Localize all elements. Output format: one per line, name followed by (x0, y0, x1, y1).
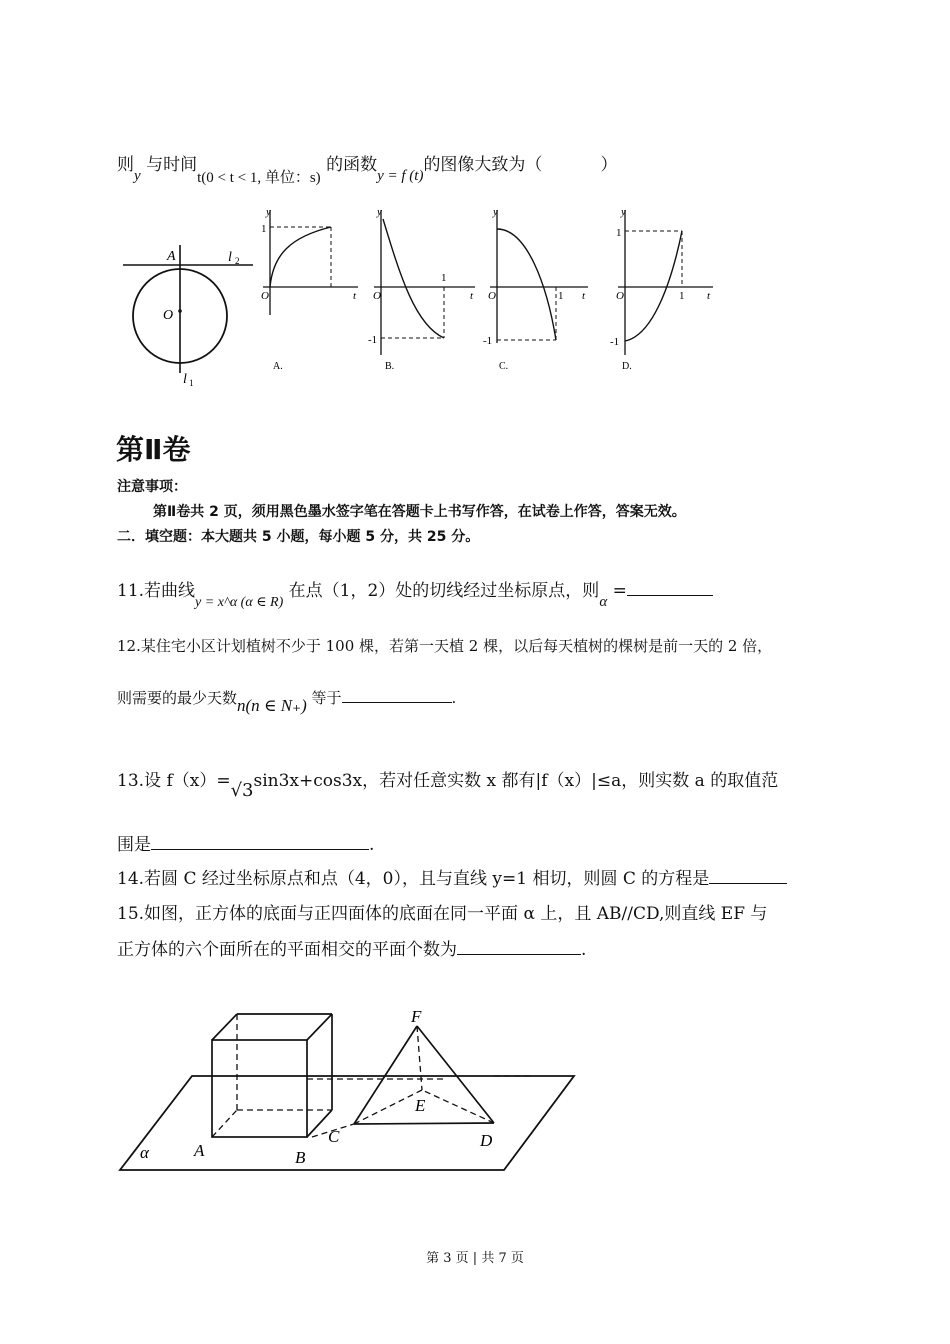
q10-domain: t(0 < t < 1, 单位：s) (197, 170, 321, 186)
graph-A-y-label: y (266, 206, 271, 218)
graph-A (261, 206, 358, 372)
graph-C-t-label: t (582, 290, 586, 302)
q10-tail-line (117, 150, 618, 186)
point-C-label: C (328, 1127, 340, 1146)
graph-D (610, 206, 713, 372)
point-B-label: B (295, 1148, 306, 1167)
q11-text1: 11.若曲线 (117, 581, 196, 601)
q14-text: 14.若圆 C 经过坐标原点和点（4，0），且与直线 y=1 相切，则圆 C 的方程是 (117, 869, 710, 889)
part-heading: 二．填空题：本大题共 5 小题，每小题 5 分，共 25 分。 (117, 529, 480, 545)
point-D-label: D (480, 1131, 493, 1150)
notice-title: 注意事项： (117, 479, 187, 495)
graph-C-origin: O (488, 290, 496, 302)
graph-D-origin: O (616, 290, 624, 302)
question-15-line1: 15.如图，正方体的底面与正四面体的底面在同一平面 α 上，且 AB//CD,则直线 EF 与 (117, 904, 768, 924)
notice-body: 第Ⅱ卷共 2 页，须用黑色墨水签字笔在答题卡上书写作答，在试卷上作答，答案无效。 (153, 504, 686, 520)
question-13-line1 (117, 766, 779, 801)
question-13-line2 (117, 830, 374, 855)
q13-answer-blank[interactable] (151, 833, 369, 850)
q12-text: 则需要的最少天数 (117, 689, 238, 707)
tetrahedron (307, 1026, 532, 1137)
section-title: 第Ⅱ卷 (116, 433, 191, 466)
graph-D-tick-1: 1 (616, 227, 622, 239)
graph-A-tick-1: 1 (261, 223, 267, 235)
graph-B-y-label: y (377, 206, 382, 218)
point-A-label: A (167, 249, 176, 264)
point-A-label: A (194, 1141, 205, 1160)
graph-B-label: B. (385, 361, 395, 372)
q14-answer-blank[interactable] (709, 867, 787, 884)
plane-alpha-label: α (140, 1143, 149, 1162)
q10-mid-text: 与时间 (146, 155, 198, 175)
q13-line2-text: 围是 (117, 835, 151, 855)
q10-close-paren: ） (600, 155, 618, 175)
graph-B-tick-1: 1 (441, 272, 447, 284)
q11-answer-blank[interactable] (627, 579, 713, 596)
point-E-label: E (415, 1096, 426, 1115)
q11-alpha: α (599, 594, 608, 610)
q12-answer-blank[interactable] (342, 686, 452, 703)
graph-D-t-label: t (707, 290, 711, 302)
q11-text2: 在点（1，2）处的切线经过坐标原点，则 (288, 581, 600, 601)
q10-function: y = f (t) (377, 168, 424, 184)
q13-text1: 13.设 f（x）= (117, 771, 231, 791)
q13-period: . (369, 835, 375, 855)
q10-y-var: y (134, 168, 141, 184)
graph-A-t-label: t (353, 290, 357, 302)
q13-text2: sin3x+cos3x，若对任意实数 x 都有|f（x）|≤a，则实数 a 的取值范 (253, 771, 779, 791)
q15-figure (112, 1000, 582, 1180)
line-l1-sub: 1 (189, 378, 194, 388)
graph-D-y-label: y (621, 206, 626, 218)
line-l2-sub: 2 (235, 256, 240, 266)
q11-formula: y = x^α (α ∈ R) (195, 595, 284, 610)
question-12-line1: 12.某住宅小区计划植树不少于 100 棵，若第一天植 2 棵，以后每天植树的棵树是前一天的 2 倍， (117, 637, 773, 655)
q12-formula: n(n ∈ N₊) (237, 696, 307, 715)
q13-radical: √3 (230, 780, 254, 801)
question-14 (117, 864, 787, 889)
plane-alpha (120, 1076, 574, 1170)
graph-C (483, 206, 588, 372)
question-12-line2 (117, 686, 457, 715)
graph-B (368, 206, 475, 372)
q11-eq: = (612, 581, 627, 601)
point-O-label: O (163, 308, 174, 323)
question-15-line2 (117, 935, 586, 960)
q15-text: 正方体的六个面所在的平面相交的平面个数为 (117, 940, 457, 960)
graph-B-origin: O (373, 290, 381, 302)
q10-prefix: 则 (117, 155, 134, 175)
graph-A-label: A. (273, 361, 283, 372)
q10-figure (115, 195, 735, 390)
q10-text2: 的函数 (326, 155, 378, 175)
q15-answer-blank[interactable] (457, 938, 581, 955)
graph-D-tick-neg1: -1 (610, 336, 620, 348)
q12-text2: 等于 (311, 689, 342, 707)
graph-B-tick-neg1: -1 (368, 334, 378, 346)
page-footer: 第 3 页 | 共 7 页 (426, 1251, 524, 1266)
circle-diagram (123, 245, 253, 388)
line-l1-label: l (183, 372, 187, 387)
line-l2-label: l (228, 250, 232, 265)
graph-A-origin: O (261, 290, 269, 302)
graph-B-t-label: t (470, 290, 474, 302)
graph-C-label: C. (499, 361, 509, 372)
graph-D-tick-1-x: 1 (679, 290, 685, 302)
graph-C-tick-neg1: -1 (483, 335, 493, 347)
q10-text3: 的图像大致为（ (423, 155, 543, 175)
graph-D-label: D. (622, 361, 632, 372)
q12-period: . (451, 689, 457, 707)
point-F-label: F (411, 1007, 422, 1026)
graph-C-tick-1: 1 (558, 290, 564, 302)
q15-period: . (581, 940, 587, 960)
graph-C-y-label: y (493, 206, 498, 218)
